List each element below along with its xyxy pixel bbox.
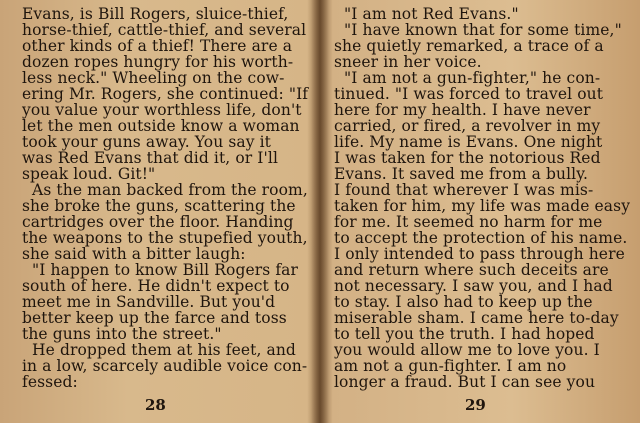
text-line: to stay. I also had to keep up the <box>334 293 593 311</box>
text-line: for me. It seemed no harm for me <box>334 213 603 231</box>
text-line: carried, or fired, a revolver in my <box>334 117 601 135</box>
text-line: and return where such deceits are <box>334 261 609 279</box>
text-line: let the men outside know a woman <box>22 117 300 135</box>
text-line: you would allow me to love you. I <box>334 341 600 359</box>
text-line: Evans. It saved me from a bully. <box>334 165 589 183</box>
text-line: meet me in Sandville. But you'd <box>22 293 276 311</box>
text-line: I was taken for the notorious Red <box>334 149 601 167</box>
text-line: south of here. He didn't expect to <box>22 277 290 295</box>
text-line: the guns into the street." <box>22 325 222 343</box>
text-line: am not a gun-fighter. I am no <box>334 357 567 375</box>
text-line: to tell you the truth. I had hoped <box>334 325 595 343</box>
text-line: was Red Evans that did it, or I'll <box>22 149 279 167</box>
page-number: 28 <box>145 396 166 414</box>
text-line: He dropped them at his feet, and <box>22 341 296 359</box>
text-line: you value your worthless life, don't <box>22 101 302 119</box>
text-line: taken for him, my life was made easy <box>334 197 631 215</box>
text-line: life. My name is Evans. One night <box>334 133 603 151</box>
text-line: "I have known that for some time," <box>334 21 622 39</box>
text-line: less neck." Wheeling on the cow- <box>22 69 285 87</box>
text-line: "I am not Red Evans." <box>334 5 519 23</box>
right-page <box>322 0 640 423</box>
text-line: ering Mr. Rogers, she continued: "If <box>22 85 309 103</box>
left-page <box>0 0 318 423</box>
text-line: Evans, is Bill Rogers, sluice-thief, <box>22 5 289 23</box>
text-line: "I am not a gun-fighter," he con- <box>334 69 601 87</box>
text-line: here for my health. I have never <box>334 101 591 119</box>
text-line: she said with a bitter laugh: <box>22 245 246 263</box>
text-line: other kinds of a thief! There are a <box>22 37 293 55</box>
text-line: As the man backed from the room, <box>22 181 308 199</box>
text-line: she quietly remarked, a trace of a <box>334 37 604 55</box>
text-line: "I happen to know Bill Rogers far <box>22 261 299 279</box>
text-line: I only intended to pass through here <box>334 245 625 263</box>
text-line: took your guns away. You say it <box>22 133 271 151</box>
text-line: horse-thief, cattle-thief, and several <box>22 21 307 39</box>
text-line: sneer in her voice. <box>334 53 482 71</box>
text-line: not necessary. I saw you, and I had <box>334 277 613 295</box>
text-line: to accept the protection of his name. <box>334 229 628 247</box>
text-line: cartridges over the floor. Handing <box>22 213 294 231</box>
text-line: I found that wherever I was mis- <box>334 181 594 199</box>
text-line: better keep up the farce and toss <box>22 309 287 327</box>
text-line: in a low, scarcely audible voice con- <box>22 357 308 375</box>
text-line: speak loud. Git!" <box>22 165 156 183</box>
page-number: 29 <box>465 396 486 414</box>
text-line: the weapons to the stupefied youth, <box>22 229 308 247</box>
text-line: tinued. "I was forced to travel out <box>334 85 604 103</box>
text-line: dozen ropes hungry for his worth- <box>22 53 294 71</box>
text-line: she broke the guns, scattering the <box>22 197 296 215</box>
text-line: fessed: <box>22 373 78 391</box>
text-line: miserable sham. I came here to-day <box>334 309 619 327</box>
text-line: longer a fraud. But I can see you <box>334 373 596 391</box>
